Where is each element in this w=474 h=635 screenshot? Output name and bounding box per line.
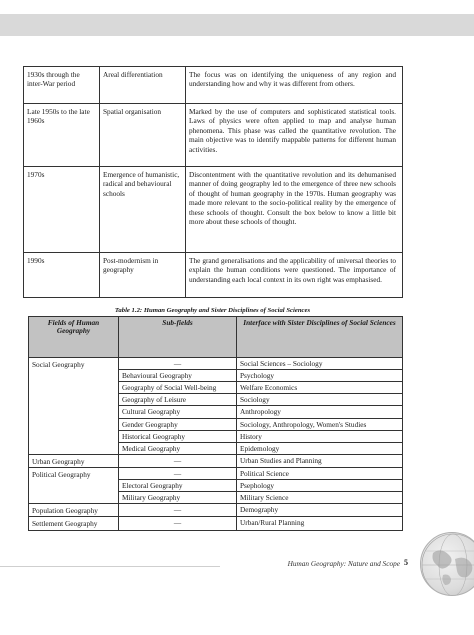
approach-cell: Emergence of humanistic, radical and behavioural schools [100, 167, 186, 253]
interface-cell: Political Science [237, 467, 403, 479]
field-cell: Urban Geography [29, 454, 119, 467]
subfield-cell: — [119, 467, 237, 479]
features-cell: The grand generalisations and the applicability of universal theories to explain the human conditions were questioned. The importance of understanding each local context in its own right was emphasised. [186, 253, 403, 298]
period-cell: 1970s [24, 167, 100, 253]
table-row [29, 467, 403, 479]
subfield-cell: — [119, 454, 237, 467]
table-row [24, 167, 403, 253]
subfield-cell: Medical Geography [119, 442, 237, 454]
table-header-row [29, 317, 403, 358]
period-cell: 1990s [24, 253, 100, 298]
field-cell: Population Geography [29, 504, 119, 517]
subfield-cell: Military Geography [119, 492, 237, 504]
interface-cell: Urban/Rural Planning [237, 517, 403, 530]
period-cell: 1930s through the inter-War period [24, 67, 100, 104]
approach-cell: Post-modernism in geography [100, 253, 186, 298]
subfield-cell: Behavioural Geography [119, 370, 237, 382]
interface-cell: Urban Studies and Planning [237, 454, 403, 467]
table-row [24, 104, 403, 167]
subfield-cell: Geography of Leisure [119, 394, 237, 406]
column-header-subfields: Sub-fields [119, 317, 237, 358]
interface-cell: Sociology, Anthropology, Women's Studies [237, 418, 403, 430]
subfield-cell: Historical Geography [119, 430, 237, 442]
table-row [24, 67, 403, 104]
field-cell: Social Geography [29, 358, 119, 455]
table-caption: Table 1.2: Human Geography and Sister Disciplines of Social Sciences [114, 307, 311, 314]
approach-cell: Spatial organisation [100, 104, 186, 167]
sister-disciplines-table [28, 316, 403, 531]
period-cell: Late 1950s to the late 1960s [24, 104, 100, 167]
subfield-cell: Geography of Social Well-being [119, 382, 237, 394]
table-row [29, 504, 403, 517]
interface-cell: Epidemology [237, 442, 403, 454]
subfield-cell: — [119, 504, 237, 517]
subfield-cell: Electoral Geography [119, 480, 237, 492]
interface-cell: Psychology [237, 370, 403, 382]
field-cell: Settlement Geography [29, 517, 119, 530]
running-title: Human Geography: Nature and Scope [220, 559, 400, 568]
globe-icon [420, 532, 474, 596]
subfield-cell: Gender Geography [119, 418, 237, 430]
interface-cell: Military Science [237, 492, 403, 504]
features-cell: Marked by the use of computers and sophisticated statistical tools. Laws of physics were often applied to map and analyse human phenomena. This phase was called the quantitative revolution. The main objective was to identify mappable patterns for different human activities. [186, 104, 403, 167]
geography-approaches-table [23, 66, 403, 298]
table-row [24, 253, 403, 298]
interface-cell: History [237, 430, 403, 442]
features-cell: The focus was on identifying the uniqueness of any region and understanding how and why it was different from others. [186, 67, 403, 104]
table-row [29, 454, 403, 467]
features-cell: Discontentment with the quantitative revolution and its dehumanised manner of doing geography led to the emergence of three new schools of thought of human geography in the 1970s. Human geography was made more relevant to the socio-political reality by the emergence of these schools of thought. Consult the box below to know a little bit more about these schools of thought. [186, 167, 403, 253]
page-number: 5 [404, 558, 408, 567]
interface-cell: Sociology [237, 394, 403, 406]
table-row [29, 517, 403, 530]
interface-cell: Demography [237, 504, 403, 517]
header-band [0, 14, 474, 36]
table-row [29, 358, 403, 370]
column-header-interface: Interface with Sister Disciplines of Social Sciences [237, 317, 403, 358]
interface-cell: Anthropology [237, 406, 403, 418]
subfield-cell: — [119, 517, 237, 530]
interface-cell: Psephology [237, 480, 403, 492]
subfield-cell: Cultural Geography [119, 406, 237, 418]
approach-cell: Areal differentiation [100, 67, 186, 104]
interface-cell: Social Sciences – Sociology [237, 358, 403, 370]
column-header-fields: Fields of Human Geography [29, 317, 119, 358]
field-cell: Political Geography [29, 467, 119, 503]
subfield-cell: — [119, 358, 237, 370]
interface-cell: Welfare Economics [237, 382, 403, 394]
